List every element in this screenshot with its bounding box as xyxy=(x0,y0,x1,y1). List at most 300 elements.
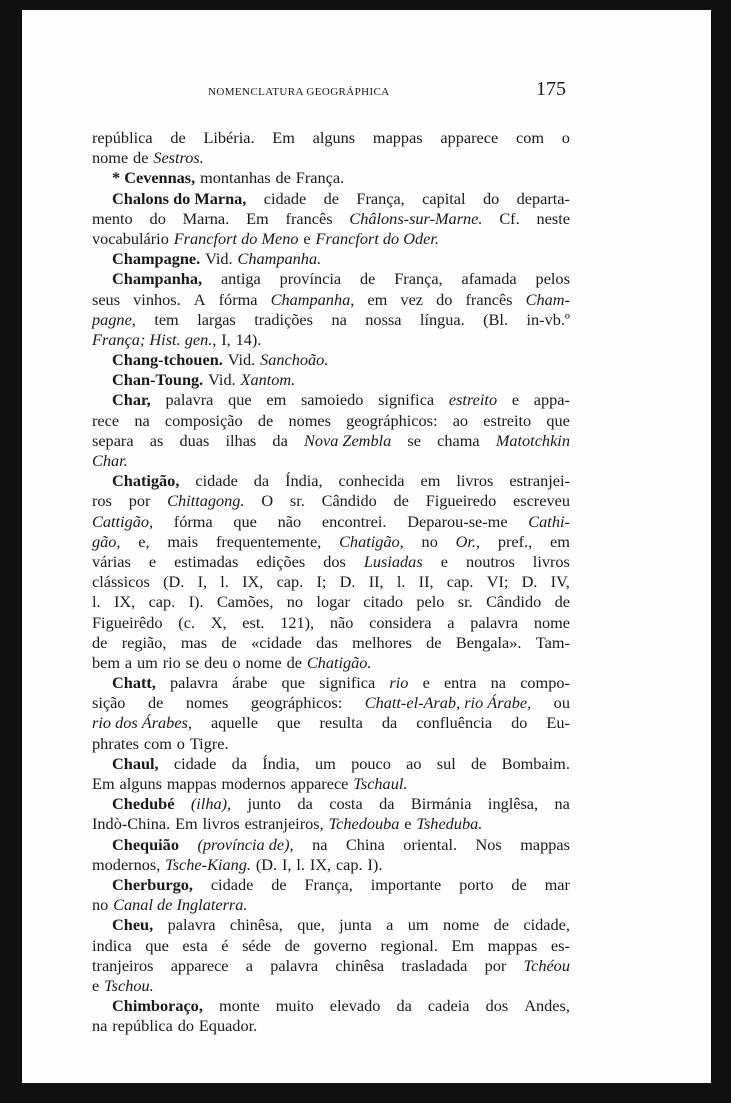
word: com xyxy=(515,128,545,147)
word: de xyxy=(511,874,527,894)
word: confluência xyxy=(416,713,493,733)
word: de xyxy=(286,652,302,672)
word: pelos xyxy=(535,269,570,289)
text-line xyxy=(92,168,570,188)
text-line xyxy=(92,491,570,511)
word: vez xyxy=(400,289,424,309)
text-line xyxy=(92,411,570,431)
word: Figueiredo xyxy=(425,491,497,511)
word: que xyxy=(145,935,169,955)
word: neste xyxy=(536,208,570,228)
word: francês xyxy=(465,289,513,309)
text-line xyxy=(92,390,570,410)
word: Cathi- xyxy=(528,511,570,531)
word: da xyxy=(253,471,270,491)
word: do xyxy=(482,188,500,208)
word: oriental. xyxy=(403,834,458,854)
word: Birmánia xyxy=(410,794,472,814)
word: cap. xyxy=(335,854,363,874)
word: melhores xyxy=(352,632,412,652)
word: Nos xyxy=(475,834,502,854)
word: Matotchkin xyxy=(495,430,570,450)
word: samoiedo xyxy=(300,390,364,410)
word: ou xyxy=(553,693,570,713)
entry-headword: Char, xyxy=(112,390,151,410)
word: departa- xyxy=(516,188,570,208)
word: o xyxy=(176,733,185,753)
word: sr. xyxy=(457,592,473,612)
text-line xyxy=(92,814,570,834)
word: a xyxy=(447,612,455,632)
word: sição xyxy=(92,693,126,713)
word: e xyxy=(511,390,520,410)
word: e xyxy=(148,551,157,571)
word: compo- xyxy=(520,673,570,693)
word: França, xyxy=(304,874,353,894)
word: e xyxy=(404,814,412,834)
text-line xyxy=(92,592,570,612)
word: l. xyxy=(92,592,101,612)
word: alguns xyxy=(119,774,162,793)
word: Tsche-Kiang. xyxy=(165,854,251,874)
text-line xyxy=(92,996,570,1016)
word: gão, xyxy=(92,531,121,551)
word: do xyxy=(177,1016,194,1036)
word: II, xyxy=(418,572,434,592)
word: IX, xyxy=(242,572,264,592)
word: de xyxy=(284,935,300,955)
word: um xyxy=(315,753,336,773)
word: língua. xyxy=(419,309,465,329)
word: composição xyxy=(164,410,243,430)
word: francês xyxy=(285,208,333,228)
word: de xyxy=(147,693,164,713)
word: Chittagong. xyxy=(167,491,245,511)
word: clássicos xyxy=(92,572,150,592)
text-line xyxy=(92,693,570,713)
word: ao xyxy=(452,410,469,430)
word: árabe xyxy=(232,673,268,693)
page-number: 175 xyxy=(536,78,566,100)
word: noutros xyxy=(465,551,515,571)
word: montanhas xyxy=(200,168,271,188)
word: França, xyxy=(394,269,443,289)
word: que xyxy=(233,511,257,531)
word: e xyxy=(92,975,100,995)
entry-headword: Chedubé xyxy=(112,794,175,814)
word: (D. xyxy=(255,854,278,874)
word: modernos, xyxy=(92,854,161,874)
word: pouco xyxy=(351,753,391,773)
word: região, xyxy=(121,632,167,652)
word: que, xyxy=(297,915,325,935)
word: por xyxy=(484,955,507,975)
word: geográphicos: xyxy=(250,693,343,713)
word: estranjei- xyxy=(509,471,570,491)
word: l. xyxy=(396,572,406,592)
word: governo xyxy=(313,935,367,955)
text-line xyxy=(92,613,570,633)
word: Tschaul. xyxy=(353,774,408,793)
word: mappas xyxy=(487,935,538,955)
word: I; xyxy=(316,572,327,592)
word: monte xyxy=(218,996,260,1016)
word: aquelle xyxy=(210,713,258,733)
word: capital xyxy=(422,188,466,208)
text-line xyxy=(92,128,570,148)
text-line xyxy=(92,269,570,289)
word: appa- xyxy=(533,390,570,410)
word: cidade xyxy=(173,753,217,773)
word: I, xyxy=(281,854,292,874)
word: II, xyxy=(368,572,384,592)
word: França. xyxy=(295,168,345,188)
word: Tschou. xyxy=(104,975,154,995)
word: a xyxy=(124,652,133,672)
entry-headword: Champanha, xyxy=(112,269,203,289)
word: I, xyxy=(221,329,231,349)
word: palavra xyxy=(165,390,214,410)
word: a xyxy=(386,915,394,935)
word: Vid. xyxy=(227,350,256,370)
word: apparece xyxy=(290,774,349,793)
word: I). xyxy=(367,854,383,874)
word: I, xyxy=(197,572,208,592)
word: significa xyxy=(378,390,435,410)
word: Châlons-sur-Marne. xyxy=(349,208,483,228)
word: cap. xyxy=(276,572,304,592)
word: junta xyxy=(339,915,372,935)
text-line xyxy=(92,936,570,956)
word: em xyxy=(367,289,388,309)
text-line xyxy=(92,209,570,229)
word: pref., xyxy=(497,531,533,551)
word: escreveu xyxy=(513,491,570,511)
word: em xyxy=(266,390,287,410)
word: Cf. xyxy=(499,208,520,228)
word: do xyxy=(511,713,528,733)
word: um xyxy=(407,915,429,935)
entry-headword: Chang-tchouen. xyxy=(112,350,223,370)
text-line xyxy=(92,512,570,532)
word: ilhas xyxy=(225,430,257,450)
word: cidade xyxy=(195,471,238,491)
text-line xyxy=(92,350,570,370)
word: Francfort do Meno xyxy=(173,228,299,248)
word: de xyxy=(221,632,237,652)
word: de xyxy=(554,592,570,612)
word: Chatt-el-Arab, rio Árabe, xyxy=(364,693,532,713)
word: indica xyxy=(92,935,132,955)
word: Canal de Inglaterra. xyxy=(113,895,248,915)
word: regional. xyxy=(380,935,438,955)
entry-headword: Champagne. xyxy=(112,249,201,269)
word: de xyxy=(471,753,487,773)
text-line xyxy=(92,370,570,390)
word: cidade xyxy=(210,874,254,894)
word: séde xyxy=(242,935,272,955)
word: cap. xyxy=(148,592,176,612)
word: chinêsa, xyxy=(229,915,283,935)
word: de xyxy=(257,410,274,430)
word: de xyxy=(393,491,409,511)
word: rio dos Árabes, xyxy=(92,713,192,733)
word: por xyxy=(128,491,151,511)
word: l. xyxy=(296,854,305,874)
text-line xyxy=(92,835,570,855)
word: nossa xyxy=(365,309,402,329)
word: bem xyxy=(92,652,121,672)
text-line xyxy=(92,552,570,572)
word: livros xyxy=(202,814,240,834)
word: fórma xyxy=(218,289,258,309)
word: Chatigão, xyxy=(339,531,404,551)
word: ros xyxy=(92,491,112,511)
word: importante xyxy=(370,874,442,894)
word: deu xyxy=(204,652,228,672)
text-line xyxy=(92,713,570,733)
word: de xyxy=(323,188,339,208)
word: tem xyxy=(154,309,179,329)
word: de xyxy=(493,915,509,935)
word: muito xyxy=(275,996,314,1016)
word: «cidade xyxy=(251,632,302,652)
word: Cândido xyxy=(321,491,377,511)
word: da xyxy=(231,753,247,773)
word: palavra xyxy=(167,915,216,935)
word: Cham- xyxy=(525,289,570,309)
text-line xyxy=(92,431,570,451)
word: Marna. xyxy=(182,208,230,228)
entry-headword: Chequião xyxy=(112,834,179,854)
word: vocabulário xyxy=(92,228,169,248)
word: palavra xyxy=(270,955,319,975)
word: chinêsa xyxy=(335,955,385,975)
word: do xyxy=(436,289,453,309)
word: nome xyxy=(443,915,480,935)
word: afamada xyxy=(461,269,517,289)
text-line xyxy=(92,734,570,754)
word: in-vb.º xyxy=(526,309,570,329)
word: (c. xyxy=(178,612,195,632)
word: trasladada xyxy=(401,955,468,975)
word: fórma xyxy=(173,511,213,531)
word: república xyxy=(92,128,153,147)
word: A xyxy=(193,289,206,309)
word: O xyxy=(261,491,274,511)
entry-headword: Chan-Toung. xyxy=(112,370,204,390)
word: ao xyxy=(406,753,422,773)
text-line xyxy=(92,1016,570,1036)
word: nome xyxy=(92,148,129,168)
word: do xyxy=(149,208,166,228)
word: de xyxy=(92,632,108,652)
text-line xyxy=(92,976,570,996)
word: de xyxy=(170,128,186,147)
word: Char. xyxy=(92,451,128,470)
word: tranjeiros xyxy=(92,955,154,975)
word: Francfort do Oder. xyxy=(315,228,439,248)
word: dos xyxy=(323,551,346,571)
word: seus xyxy=(92,289,121,309)
text-line xyxy=(92,754,570,774)
word: citado xyxy=(363,592,404,612)
dictionary-text xyxy=(92,128,570,1036)
word: Bengala». xyxy=(455,632,522,652)
word: rio xyxy=(162,652,181,672)
word: Tsheduba. xyxy=(416,814,483,834)
word: e xyxy=(303,228,311,248)
entry-headword: Cheu, xyxy=(112,915,154,935)
text-line xyxy=(92,148,570,168)
word: apparece xyxy=(440,128,499,147)
word: mappas xyxy=(372,128,423,147)
word: dos xyxy=(485,996,509,1016)
word: de xyxy=(133,148,149,168)
word: Vid. xyxy=(208,370,236,390)
word: Cândido xyxy=(486,592,542,612)
word: na xyxy=(331,309,347,329)
word: separa xyxy=(92,430,134,450)
word: (D. xyxy=(163,572,185,592)
word: Tam- xyxy=(535,632,570,652)
word: X, xyxy=(210,612,227,632)
word: Champanha. xyxy=(237,249,322,269)
word: Equador. xyxy=(198,1016,258,1036)
text-line xyxy=(92,633,570,653)
word: livros xyxy=(456,471,494,491)
word: Champanha, xyxy=(270,289,355,309)
word: I). xyxy=(188,592,204,612)
word: na xyxy=(92,1016,108,1036)
word: com xyxy=(143,733,172,753)
word: nome xyxy=(245,652,282,672)
text-line xyxy=(92,532,570,552)
text-line xyxy=(92,451,570,471)
word: cidade, xyxy=(523,915,570,935)
word: inglêsa, xyxy=(487,794,539,814)
word: de xyxy=(359,269,376,289)
word: e, xyxy=(138,531,150,551)
word: que xyxy=(276,713,301,733)
word: geográphicos: xyxy=(346,410,438,430)
entry-headword: Chalons do Marna, xyxy=(112,188,247,208)
word: IV, xyxy=(550,572,570,592)
word: Vid. xyxy=(205,249,233,269)
word: a xyxy=(245,955,253,975)
word: Camões, xyxy=(216,592,274,612)
word: modernos xyxy=(221,774,286,793)
word: das xyxy=(316,632,338,652)
word: nomes xyxy=(288,410,331,430)
word: palavra xyxy=(470,612,519,632)
word: estreito xyxy=(448,390,498,410)
word: pagne, xyxy=(92,309,136,329)
word: phrates xyxy=(92,733,140,753)
word: Tchéou xyxy=(523,955,570,975)
text-line xyxy=(92,330,570,350)
word: de xyxy=(275,168,291,188)
word: estimadas xyxy=(174,551,239,571)
word: esta xyxy=(182,935,208,955)
word: que xyxy=(281,673,306,693)
word: rio xyxy=(389,673,409,693)
word: se xyxy=(407,430,421,450)
entry-headword: Chaul, xyxy=(112,753,159,773)
text-line xyxy=(92,895,570,915)
word: considera xyxy=(369,612,432,632)
word: antiga xyxy=(220,269,261,289)
entry-headword: Chatigão, xyxy=(112,471,180,491)
word: mento xyxy=(92,208,133,228)
word: encontrei. xyxy=(321,511,387,531)
word: rece xyxy=(92,410,120,430)
word: Bombaim. xyxy=(501,753,570,773)
text-line xyxy=(92,249,570,269)
word: Xantom. xyxy=(240,370,296,390)
word: Figueirêdo xyxy=(92,612,163,632)
word: Chatigão. xyxy=(306,652,372,672)
word: da xyxy=(297,794,313,814)
text-line xyxy=(92,774,570,794)
word: Em xyxy=(451,935,475,955)
word: China xyxy=(345,834,385,854)
word: é xyxy=(221,935,229,955)
word: Cattigão, xyxy=(92,511,154,531)
word: mar xyxy=(544,874,570,894)
text-line xyxy=(92,915,570,935)
word: Andes, xyxy=(524,996,570,1016)
text-line xyxy=(92,572,570,592)
word: VI; xyxy=(486,572,509,592)
word: logar xyxy=(316,592,350,612)
word: não xyxy=(277,511,302,531)
text-line xyxy=(92,229,570,249)
word: no xyxy=(92,895,109,915)
word: costa xyxy=(329,794,363,814)
word: Sestros. xyxy=(153,148,204,168)
word: (Bl. xyxy=(483,309,509,329)
word: cadeia xyxy=(427,996,470,1016)
text-line xyxy=(92,653,570,673)
word: na xyxy=(134,410,150,430)
running-title: NOMENCLATURA GEOGRÁPHICA xyxy=(208,86,390,98)
word: e xyxy=(422,673,430,693)
word: D. xyxy=(339,572,356,592)
word: e xyxy=(440,551,448,571)
word: o xyxy=(232,652,241,672)
word: pelo xyxy=(416,592,445,612)
word: Em xyxy=(92,774,115,793)
word: entra xyxy=(443,673,477,693)
word: de xyxy=(271,874,287,894)
text-line xyxy=(92,471,570,491)
word: se xyxy=(185,652,200,672)
word: resulta xyxy=(319,713,363,733)
word: es- xyxy=(550,935,570,955)
text-line xyxy=(92,673,570,693)
word: largas xyxy=(197,309,236,329)
entry-headword: * Cevennas, xyxy=(112,168,196,188)
word: 121), xyxy=(280,612,315,632)
word: 14). xyxy=(235,329,262,349)
word: em xyxy=(550,531,570,551)
word: sr. xyxy=(289,491,305,511)
word: frequentemente, xyxy=(215,531,322,551)
word: (província de), xyxy=(197,834,294,854)
text-line xyxy=(92,310,570,330)
word: junto xyxy=(247,794,282,814)
